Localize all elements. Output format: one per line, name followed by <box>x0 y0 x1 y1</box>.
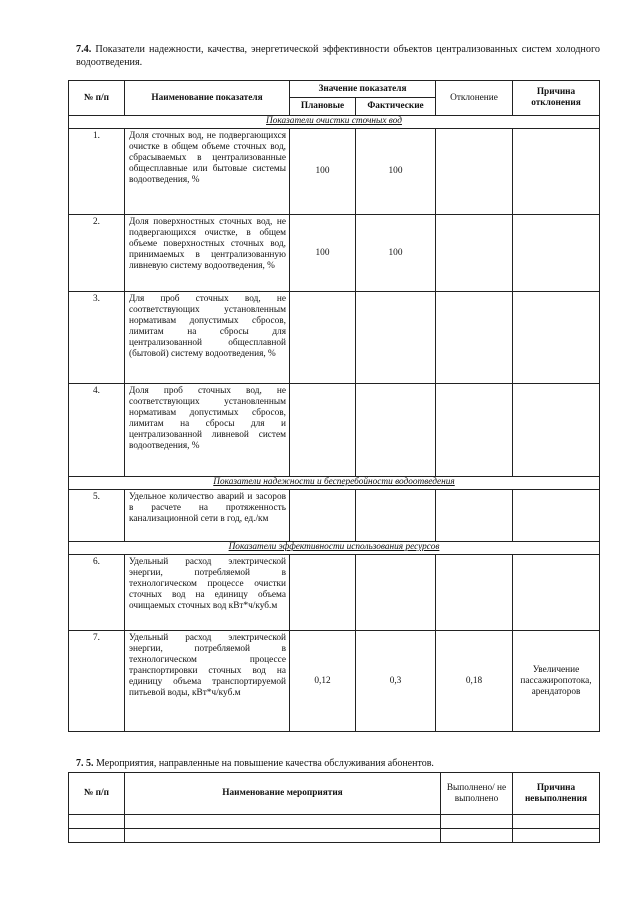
row-actual <box>356 292 436 384</box>
section-row: Показатели надежности и бесперебойности водоотведения <box>69 477 600 490</box>
table-row <box>69 815 600 829</box>
row-num: 5. <box>69 490 125 542</box>
header-done: Выполнено/ не выполнено <box>441 773 513 815</box>
row-deviation <box>436 555 513 631</box>
table-row <box>69 129 600 215</box>
table-row <box>69 292 600 384</box>
indicators-table <box>68 80 600 732</box>
header-actual: Фактические <box>356 98 436 116</box>
row-deviation <box>436 292 513 384</box>
row-deviation <box>436 215 513 292</box>
row-actual <box>356 555 436 631</box>
row-planned <box>290 384 356 477</box>
header-measure-name: Наименование мероприятия <box>125 773 441 815</box>
header-num: № п/п <box>69 81 125 116</box>
row-name: Удельный расход электрической энергии, потребляемой в технологическом процессе очистки сточных вод на единицу объема очищаемых сточных вод кВт*ч/куб.м <box>125 555 290 631</box>
row-actual <box>356 490 436 542</box>
row-planned: 0,12 <box>290 631 356 732</box>
row-num: 3. <box>69 292 125 384</box>
header-reason: Причина отклонения <box>513 81 600 116</box>
row-actual: 0,3 <box>356 631 436 732</box>
row-actual: 100 <box>356 215 436 292</box>
row-num: 6. <box>69 555 125 631</box>
row-num: 1. <box>69 129 125 215</box>
table-row <box>69 555 600 631</box>
table-row <box>69 215 600 292</box>
row-reason <box>513 555 600 631</box>
header-value-group: Значение показателя <box>290 81 436 98</box>
header-deviation: Отклонение <box>436 81 513 116</box>
section-row: Показатели очистки сточных вод <box>69 116 600 129</box>
row-reason <box>513 292 600 384</box>
row-name: Удельное количество аварий и засоров в расчете на протяженность канализационной сети в год, ед./км <box>125 490 290 542</box>
header-num: № п/п <box>69 773 125 815</box>
table-row <box>69 490 600 542</box>
row-name: Удельный расход электрической энергии, потребляемой в технологическом процессе транспортировки сточных вод на единицу объема транспортируемой питьевой воды, кВт*ч/куб.м <box>125 631 290 732</box>
section-7-5-heading <box>76 757 434 770</box>
row-planned <box>290 490 356 542</box>
row-actual <box>356 384 436 477</box>
table-row <box>69 384 600 477</box>
section-title: Показатели надежности, качества, энергетической эффективности объектов централизованных систем холодного водоотведения. <box>76 44 600 68</box>
row-reason <box>513 490 600 542</box>
header-planned: Плановые <box>290 98 356 116</box>
header-name: Наименование показателя <box>125 81 290 116</box>
row-num: 7. <box>69 631 125 732</box>
table-row <box>69 631 600 732</box>
row-reason: Увеличение пассажиропотока, арендаторов <box>513 631 600 732</box>
row-planned <box>290 292 356 384</box>
section-number: 7. 5. <box>76 758 94 769</box>
section-row: Показатели эффективности использования ресурсов <box>69 542 600 555</box>
row-num: 4. <box>69 384 125 477</box>
table-row <box>69 829 600 843</box>
row-reason <box>513 384 600 477</box>
row-deviation: 0,18 <box>436 631 513 732</box>
row-deviation <box>436 129 513 215</box>
section-7-4-heading <box>76 43 600 69</box>
row-planned: 100 <box>290 129 356 215</box>
section-title: Мероприятия, направленные на повышение качества обслуживания абонентов. <box>96 758 434 769</box>
row-name: Для проб сточных вод, не соответствующих установленным нормативам допустимых сбросов, лимитам на сбросы для централизованной общесплавной (бытовой) систему водоотведения, % <box>125 292 290 384</box>
row-reason <box>513 215 600 292</box>
row-deviation <box>436 384 513 477</box>
row-reason <box>513 129 600 215</box>
row-name: Доля сточных вод, не подвергающихся очистке в общем объеме сточных вод, сбрасываемых в централизованные общесплавные или бытовые системы водоотведения, % <box>125 129 290 215</box>
row-deviation <box>436 490 513 542</box>
header-reason: Причина невыполнения <box>513 773 600 815</box>
section-number: 7.4. <box>76 44 92 55</box>
row-planned <box>290 555 356 631</box>
row-name: Доля проб сточных вод, не соответствующих установленным нормативам допустимых сбросов, лимитам на сбросы для и централизованной ливневой систем водоотведения, % <box>125 384 290 477</box>
row-planned: 100 <box>290 215 356 292</box>
measures-table <box>68 772 600 843</box>
row-actual: 100 <box>356 129 436 215</box>
row-num: 2. <box>69 215 125 292</box>
row-name: Доля поверхностных сточных вод, не подвергающихся очистке, в общем объеме поверхностных сточных вод, принимаемых в централизованную ливневую систему водоотведения, % <box>125 215 290 292</box>
